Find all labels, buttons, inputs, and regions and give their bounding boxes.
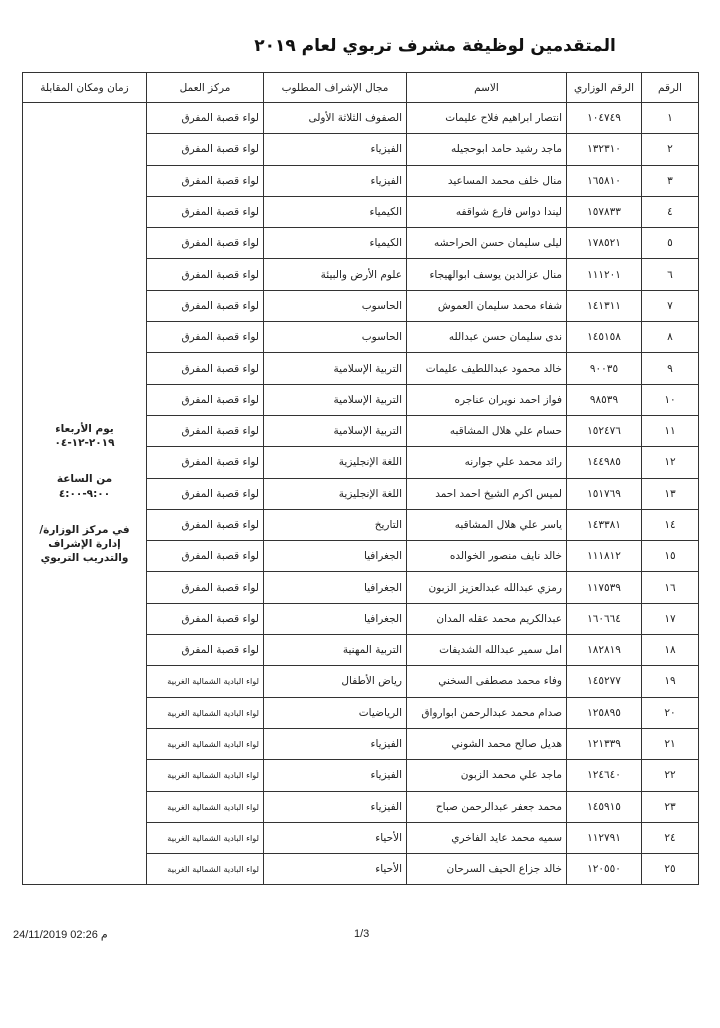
ministry-number: ١٣٢٣١٠: [567, 134, 642, 165]
workplace: لواء البادية الشمالية الغربية: [147, 697, 264, 728]
workplace: لواء قصبة المفرق: [147, 134, 264, 165]
ministry-number: ١٤٥٩١٥: [567, 791, 642, 822]
ministry-number: ١٢٠٥٥٠: [567, 854, 642, 885]
row-number: ١٨: [642, 635, 699, 666]
applicant-name: وفاء محمد مصطفى السخني: [407, 666, 567, 697]
footer-datetime: 24/11/2019 02:26 م: [13, 929, 108, 941]
row-number: ١٢: [642, 447, 699, 478]
ministry-number: ١٥٢٤٧٦: [567, 415, 642, 446]
supervision-field: الأحياء: [264, 822, 407, 853]
supervision-field: الجغرافيا: [264, 541, 407, 572]
applicants-table: [22, 72, 699, 885]
ministry-number: ١٤٥٢٧٧: [567, 666, 642, 697]
workplace: لواء قصبة المفرق: [147, 322, 264, 353]
header-interview: زمان ومكان المقابلة: [23, 73, 147, 103]
supervision-field: الفيزياء: [264, 134, 407, 165]
ministry-number: ١١١٢٠١: [567, 259, 642, 290]
workplace: لواء قصبة المفرق: [147, 603, 264, 634]
ministry-number: ١٤١٣١١: [567, 290, 642, 321]
supervision-field: الصفوف الثلاثة الأولى: [264, 103, 407, 134]
row-number: ٥: [642, 228, 699, 259]
ministry-number: ٩٨٥٣٩: [567, 384, 642, 415]
row-number: ١٤: [642, 509, 699, 540]
ministry-number: ١٤٥١٥٨: [567, 322, 642, 353]
workplace: لواء قصبة المفرق: [147, 635, 264, 666]
supervision-field: الفيزياء: [264, 791, 407, 822]
applicant-name: ماجد علي محمد الزبون: [407, 760, 567, 791]
interview-place-line: والتدريب التربوي: [40, 552, 129, 565]
workplace: لواء قصبة المفرق: [147, 415, 264, 446]
spacer: [27, 501, 142, 523]
row-number: ٣: [642, 165, 699, 196]
footer-page-number: 1/3: [354, 928, 370, 940]
interview-place-line: في مركز الوزارة/: [39, 523, 130, 536]
row-number: ٤: [642, 196, 699, 227]
interview-day: يوم الأربعاء: [55, 423, 114, 436]
supervision-field: علوم الأرض والبيئة: [264, 259, 407, 290]
ministry-number: ١٢١٣٣٩: [567, 728, 642, 759]
applicant-name: انتصار ابراهيم فلاح عليمات: [407, 103, 567, 134]
row-number: ٢٥: [642, 854, 699, 885]
workplace: لواء قصبة المفرق: [147, 165, 264, 196]
row-number: ٢: [642, 134, 699, 165]
ministry-number: ١١١٨١٢: [567, 541, 642, 572]
interview-time-place: [23, 103, 147, 885]
row-number: ٢٣: [642, 791, 699, 822]
ministry-number: ١٤٣٣٨١: [567, 509, 642, 540]
row-number: ٢٤: [642, 822, 699, 853]
applicant-name: ياسر علي هلال المشاقبه: [407, 509, 567, 540]
ministry-number: ١٨٢٨١٩: [567, 635, 642, 666]
row-number: ٢٢: [642, 760, 699, 791]
supervision-field: الجغرافيا: [264, 603, 407, 634]
supervision-field: الجغرافيا: [264, 572, 407, 603]
header-workplace: مركز العمل: [147, 73, 264, 103]
workplace: لواء البادية الشمالية الغربية: [147, 760, 264, 791]
ministry-number: ١٧٨٥٢١: [567, 228, 642, 259]
applicant-name: لميس اكرم الشيخ احمد احمد: [407, 478, 567, 509]
supervision-field: التاريخ: [264, 509, 407, 540]
interview-from-label: من الساعة: [56, 473, 113, 486]
row-number: ١٥: [642, 541, 699, 572]
table-row: [23, 103, 699, 134]
applicant-name: عبدالكريم محمد عقله المدان: [407, 603, 567, 634]
ministry-number: ١٦٥٨١٠: [567, 165, 642, 196]
row-number: ١٩: [642, 666, 699, 697]
supervision-field: الكيمياء: [264, 196, 407, 227]
supervision-field: الرياضيات: [264, 697, 407, 728]
document-title: المتقدمين لوظيفة مشرف تربوي لعام ٢٠١٩: [254, 36, 616, 56]
supervision-field: الأحياء: [264, 854, 407, 885]
workplace: لواء قصبة المفرق: [147, 447, 264, 478]
supervision-field: الفيزياء: [264, 760, 407, 791]
supervision-field: التربية الإسلامية: [264, 384, 407, 415]
applicant-name: حسام علي هلال المشاقبه: [407, 415, 567, 446]
header-ministry-number: الرقم الوزاري: [567, 73, 642, 103]
applicant-name: فواز احمد نويران عناجره: [407, 384, 567, 415]
workplace: لواء قصبة المفرق: [147, 384, 264, 415]
workplace: لواء قصبة المفرق: [147, 103, 264, 134]
supervision-field: رياض الأطفال: [264, 666, 407, 697]
ministry-number: ١٠٤٧٤٩: [567, 103, 642, 134]
applicant-name: رمزي عبدالله عبدالعزيز الزبون: [407, 572, 567, 603]
row-number: ١٠: [642, 384, 699, 415]
workplace: لواء البادية الشمالية الغربية: [147, 822, 264, 853]
applicant-name: ليندا دواس فارع شواقفه: [407, 196, 567, 227]
interview-date: ٢٠١٩-١٢-٠٤: [54, 437, 115, 450]
supervision-field: اللغة الإنجليزية: [264, 478, 407, 509]
applicant-name: ندى سليمان حسن عبدالله: [407, 322, 567, 353]
workplace: لواء قصبة المفرق: [147, 228, 264, 259]
ministry-number: ١٢٤٦٤٠: [567, 760, 642, 791]
workplace: لواء قصبة المفرق: [147, 541, 264, 572]
applicant-name: شفاء محمد سليمان العموش: [407, 290, 567, 321]
workplace: لواء البادية الشمالية الغربية: [147, 854, 264, 885]
workplace: لواء قصبة المفرق: [147, 509, 264, 540]
applicant-name: منال عزالدين يوسف ابوالهيجاء: [407, 259, 567, 290]
ministry-number: ١٦٠٦٦٤: [567, 603, 642, 634]
workplace: لواء البادية الشمالية الغربية: [147, 728, 264, 759]
applicant-name: ليلى سليمان حسن الحراحشه: [407, 228, 567, 259]
table-header-row: [23, 73, 699, 103]
workplace: لواء البادية الشمالية الغربية: [147, 666, 264, 697]
ministry-number: ١٢٥٨٩٥: [567, 697, 642, 728]
applicant-name: خالد محمود عبداللطيف عليمات: [407, 353, 567, 384]
supervision-field: الحاسوب: [264, 322, 407, 353]
ministry-number: ٩٠٠٣٥: [567, 353, 642, 384]
row-number: ٨: [642, 322, 699, 353]
interview-place-line: إدارة الإشراف: [48, 537, 121, 550]
row-number: ٩: [642, 353, 699, 384]
row-number: ١٣: [642, 478, 699, 509]
row-number: ١١: [642, 415, 699, 446]
supervision-field: الكيمياء: [264, 228, 407, 259]
workplace: لواء البادية الشمالية الغربية: [147, 791, 264, 822]
applicant-name: صدام محمد عبدالرحمن ابوارواق: [407, 697, 567, 728]
row-number: ٧: [642, 290, 699, 321]
header-field: مجال الإشراف المطلوب: [264, 73, 407, 103]
workplace: لواء قصبة المفرق: [147, 196, 264, 227]
applicant-name: ماجد رشيد حامد ابوحجيله: [407, 134, 567, 165]
row-number: ١٦: [642, 572, 699, 603]
applicant-name: خالد نايف منصور الخوالده: [407, 541, 567, 572]
workplace: لواء قصبة المفرق: [147, 259, 264, 290]
ministry-number: ١١٢٧٩١: [567, 822, 642, 853]
supervision-field: التربية الإسلامية: [264, 415, 407, 446]
applicant-name: هديل صالح محمد الشوني: [407, 728, 567, 759]
spacer: [27, 450, 142, 472]
supervision-field: اللغة الإنجليزية: [264, 447, 407, 478]
supervision-field: التربية المهنية: [264, 635, 407, 666]
applicant-name: سميه محمد عايد الفاخري: [407, 822, 567, 853]
workplace: لواء قصبة المفرق: [147, 290, 264, 321]
supervision-field: التربية الإسلامية: [264, 353, 407, 384]
row-number: ١٧: [642, 603, 699, 634]
applicant-name: رائد محمد علي جوارنه: [407, 447, 567, 478]
ministry-number: ١٥١٧٦٩: [567, 478, 642, 509]
row-number: ٢١: [642, 728, 699, 759]
workplace: لواء قصبة المفرق: [147, 572, 264, 603]
row-number: ١: [642, 103, 699, 134]
workplace: لواء قصبة المفرق: [147, 353, 264, 384]
header-name: الاسم: [407, 73, 567, 103]
interview-time: ٩:٠٠-٤:٠٠: [58, 487, 111, 500]
supervision-field: الفيزياء: [264, 728, 407, 759]
workplace: لواء قصبة المفرق: [147, 478, 264, 509]
supervision-field: الفيزياء: [264, 165, 407, 196]
ministry-number: ١٤٤٩٨٥: [567, 447, 642, 478]
applicant-name: محمد جعفر عبدالرحمن صباح: [407, 791, 567, 822]
supervision-field: الحاسوب: [264, 290, 407, 321]
ministry-number: ١١٧٥٣٩: [567, 572, 642, 603]
header-number: الرقم: [642, 73, 699, 103]
row-number: ٦: [642, 259, 699, 290]
row-number: ٢٠: [642, 697, 699, 728]
applicant-name: امل سمير عبدالله الشديفات: [407, 635, 567, 666]
applicant-name: خالد جزاع الحيف السرحان: [407, 854, 567, 885]
applicant-name: منال خلف محمد المساعيد: [407, 165, 567, 196]
ministry-number: ١٥٧٨٣٣: [567, 196, 642, 227]
